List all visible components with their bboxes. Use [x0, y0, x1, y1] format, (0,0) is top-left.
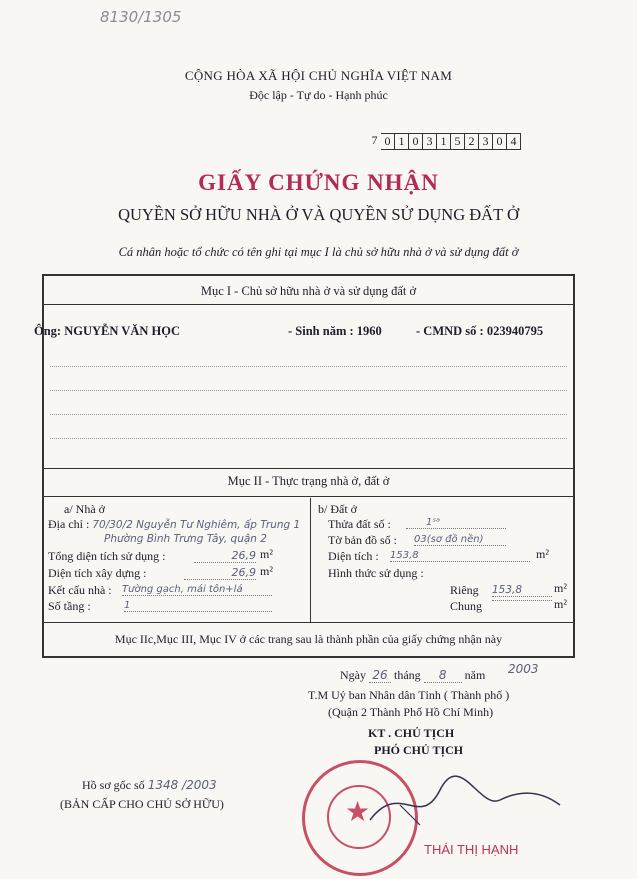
- month-label: tháng: [394, 668, 421, 682]
- signature-scribble: [360, 770, 570, 840]
- certificate-intro: Cá nhân hoặc tổ chức có tên ghi tại mục I là chủ sở hữu nhà ở và sử dụng đất ở: [118, 245, 519, 259]
- role-line2: PHÓ CHỦ TỊCH: [374, 743, 464, 757]
- footer-note: Mục IIc,Mục III, Mục IV ở các trang sau là thành phần của giấy chứng nhận này: [114, 632, 503, 646]
- date-prefix: Ngày: [340, 668, 366, 682]
- floors-label: Số tầng :: [48, 599, 91, 613]
- record-label: Hồ sơ gốc số: [82, 778, 145, 792]
- plot-label: Thửa đất số :: [328, 517, 391, 531]
- birth-year: 1960: [356, 324, 382, 338]
- authority-line2: (Quận 2 Thành Phố Hồ Chí Minh): [328, 705, 494, 719]
- star-icon: ★: [345, 797, 371, 828]
- date-row: [340, 668, 485, 683]
- private-value: 153,8: [492, 584, 552, 597]
- serial-number: 7 0 1 0 3 1 5 2 3 0 4: [368, 133, 521, 150]
- total-area-unit: m²: [260, 547, 273, 561]
- land-area-unit: m²: [536, 547, 549, 561]
- national-title: CỘNG HÒA XÃ HỘI CHỦ NGHĨA VIỆT NAM: [184, 68, 453, 83]
- date-day: 26: [369, 668, 391, 683]
- birth-label: - Sinh năm :: [288, 324, 357, 338]
- id-row: [416, 324, 543, 339]
- house-heading: a/ Nhà ở: [64, 502, 105, 516]
- section1-heading: Mục I - Chủ sở hữu nhà ở và sử dụng đất ở: [200, 284, 417, 298]
- map-value: 03(sơ đồ nền): [414, 534, 506, 546]
- owner-label: Ông:: [34, 324, 62, 338]
- date-month: 8: [424, 668, 462, 683]
- address-row: [48, 517, 300, 532]
- total-area-label: Tổng diện tích sử dụng :: [48, 549, 166, 563]
- private-unit: m²: [554, 581, 567, 595]
- owner-name: NGUYỄN VĂN HỌC: [64, 324, 180, 338]
- address-line2: Phường Bình Trưng Tây, quận 2: [104, 533, 267, 545]
- land-area-label: Diện tích :: [328, 549, 379, 563]
- section2-heading: Mục II - Thực trạng nhà ở, đất ở: [227, 474, 390, 488]
- build-area: 26,9: [184, 566, 256, 580]
- column-divider: [310, 498, 311, 622]
- record-row: [82, 778, 217, 793]
- map-label: Tờ bản đồ số :: [328, 533, 398, 547]
- build-area-label: Diện tích xây dựng :: [48, 566, 147, 580]
- id-label: - CMND số :: [416, 324, 487, 338]
- certificate-table: [34, 274, 575, 658]
- id-number: 023940795: [486, 324, 544, 338]
- header-note: 8130/1305: [100, 8, 182, 26]
- date-year: 2003: [508, 662, 539, 676]
- land-heading: b/ Đất ở: [318, 502, 358, 516]
- floors-value: 1: [124, 600, 272, 612]
- record-number: 1348 /2003: [147, 778, 217, 792]
- shared-value: [492, 600, 552, 601]
- usage-label: Hình thức sử dụng :: [328, 566, 424, 580]
- plot-value: 1ˢᵃ: [406, 517, 506, 529]
- shared-unit: m²: [554, 597, 567, 611]
- structure-value: Tường gạch, mái tôn+lá: [122, 584, 272, 596]
- address-label: Địa chỉ :: [48, 517, 90, 531]
- structure-label: Kết cấu nhà :: [48, 583, 112, 597]
- owner-row: [34, 324, 180, 339]
- shared-label: Chung: [450, 599, 483, 613]
- certificate-title: GIẤY CHỨNG NHẬN: [198, 170, 439, 195]
- year-label: năm: [464, 668, 486, 682]
- build-area-unit: m²: [260, 564, 273, 578]
- land-area: 153,8: [390, 550, 530, 562]
- address-line1: 70/30/2 Nguyễn Tư Nghiêm, ấp Trung 1: [92, 519, 301, 531]
- copy-note: (BẢN CẤP CHO CHỦ SỞ HỮU): [60, 797, 224, 811]
- private-label: Riêng: [450, 583, 479, 597]
- total-area: 26,9: [194, 549, 256, 563]
- national-motto: Độc lập - Tự do - Hạnh phúc: [249, 88, 388, 102]
- signer-name: THÁI THỊ HẠNH: [424, 842, 519, 857]
- authority-line1: T.M Uỷ ban Nhân dân Tỉnh ( Thành phố ): [308, 688, 510, 702]
- certificate-subtitle: QUYỀN SỞ HỮU NHÀ Ở VÀ QUYỀN SỬ DỤNG ĐẤT Ở: [118, 205, 519, 224]
- role-line1: KT . CHỦ TỊCH: [368, 726, 455, 740]
- birth-row: [288, 324, 382, 339]
